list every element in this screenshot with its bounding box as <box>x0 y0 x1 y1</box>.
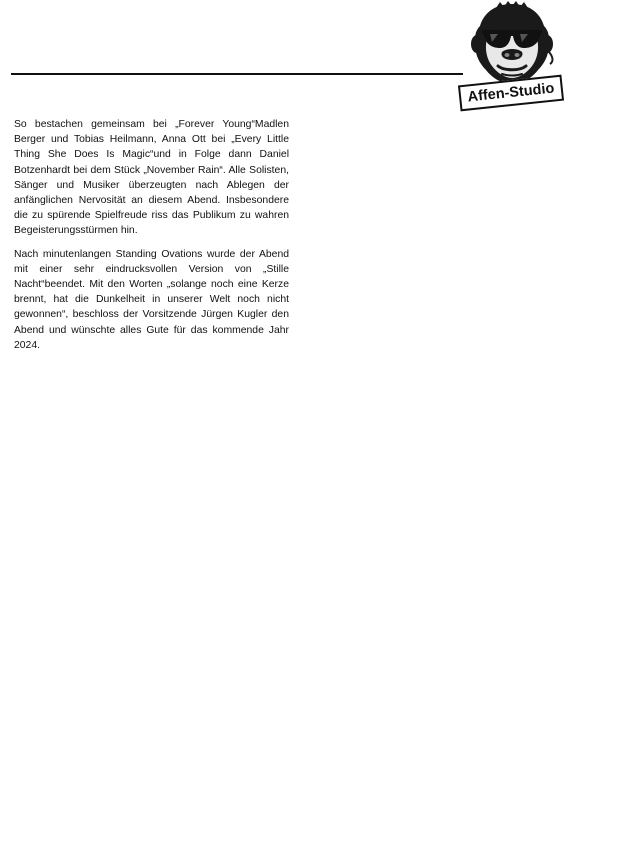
article-paragraph: So bestachen gemeinsam bei „Forever Young“Madlen Berger und Tobias Heilmann, Anna Ott bei „Every Little Thing She Does Is Magic“und in Folge dann Daniel Botzenhardt bei dem Stück „November Rain“. Alle Solisten, Sänger und Musiker überzeugten nach Ablegen der anfänglichen Nervosität an diesem Abend. Insbesondere die zu spürende Spielfreude riss das Publikum zu wahren Begeisterungsstürmen hin. <box>14 119 289 237</box>
header-rule <box>11 73 463 75</box>
article-paragraph: Nach minutenlangen Standing Ovations wurde der Abend mit einer sehr eindrucksvollen Version von „Stille Nacht“beendet. Mit den Worten „solange noch eine Kerze brennt, hat die Dunkelheit in unserer Welt noch nicht gewonnen“, beschloss der Vorsitzende Jürgen Kugler den Abend und wünschte alles Gute für das kommende Jahr 2024. <box>14 248 289 351</box>
article-body <box>14 117 289 361</box>
logo-label: Affen-Studio <box>458 75 564 112</box>
affen-studio-logo <box>452 0 572 116</box>
